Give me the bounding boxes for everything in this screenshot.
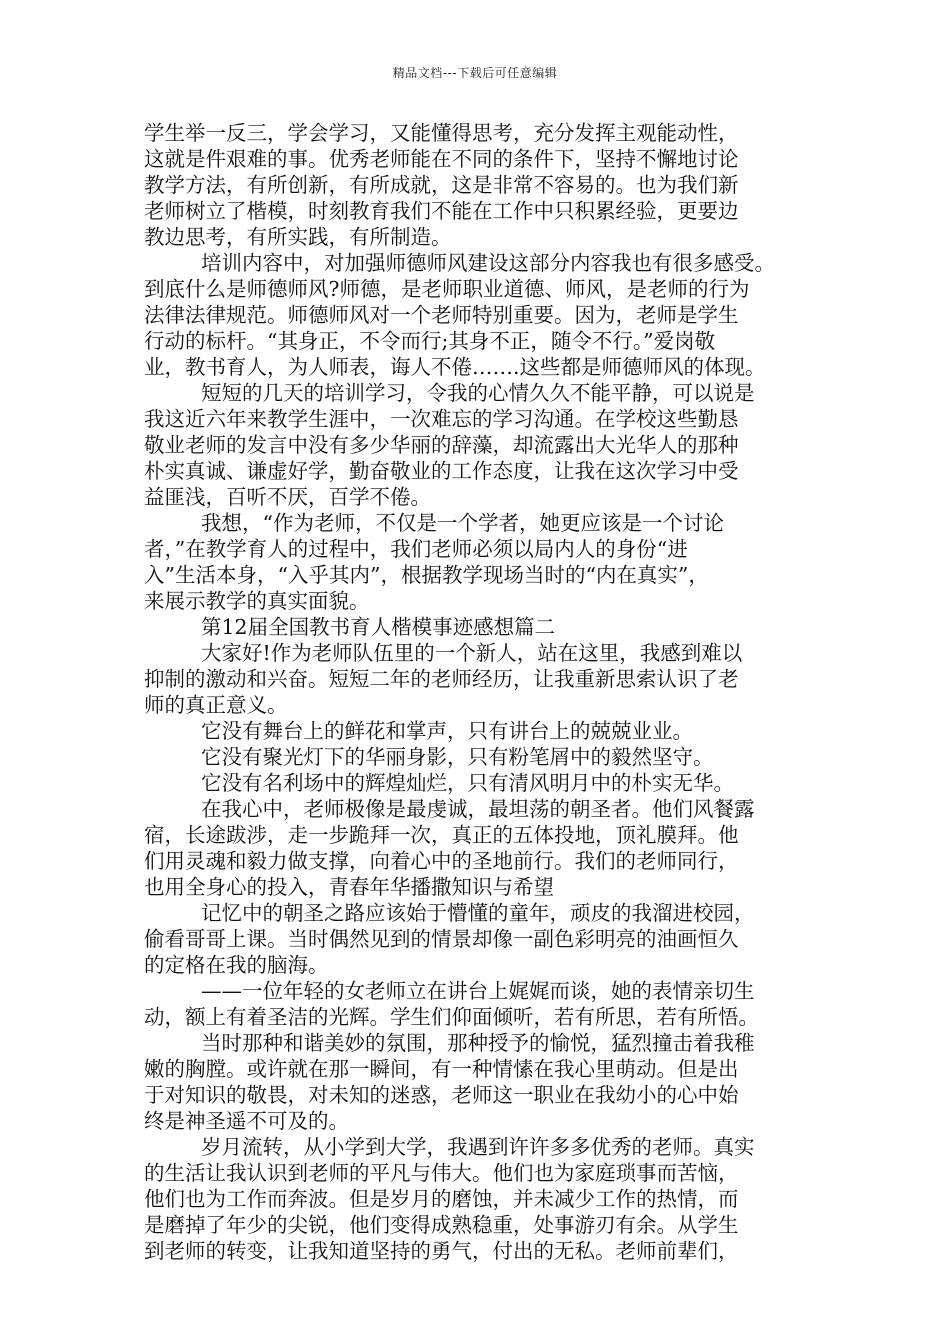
text-line: 是磨掉了年少的尖锐，他们变得成熟稳重，处事游刃有余。从学生: [144, 1213, 739, 1237]
text-line: 入”生活本身，“入乎其内”，根据教学现场当时的“内在真实”，: [144, 563, 709, 587]
text-line: 它没有舞台上的鲜花和掌声，只有讲台上的兢兢业业。: [201, 719, 693, 743]
text-line: 他们也为工作而奔波。但是岁月的磨蚀，并未减少工作的热情，而: [144, 1187, 739, 1211]
text-line: 短短的几天的培训学习，令我的心情久久不能平静，可以说是: [201, 381, 755, 405]
text-line: 师的真正意义。: [144, 693, 288, 717]
text-line: 偷看哥哥上课。当时偶然见到的情景却像一副色彩明亮的油画恒久: [144, 927, 739, 951]
text-line: 老师树立了楷模，时刻教育我们不能在工作中只积累经验，更要边: [144, 199, 739, 223]
text-line: 抑制的激动和兴奋。短短二年的老师经历，让我重新思索认识了老: [144, 667, 739, 691]
text-line: 者，”在教学育人的过程中，我们老师必须以局内人的身份“进: [144, 537, 688, 561]
page-header: 精品文档---下载后可任意编辑: [392, 66, 558, 80]
text-line: 我想，“作为老师，不仅是一个学者，她更应该是一个讨论: [201, 511, 724, 535]
text-line: 于对知识的敬畏，对未知的迷惑，老师这一职业在我幼小的心中始: [144, 1083, 739, 1107]
text-line: 岁月流转，从小学到大学，我遇到许许多多优秀的老师。真实: [201, 1135, 755, 1159]
text-line: 业，教书育人，为人师表，诲人不倦…….这些都是师德师风的体现。: [144, 355, 766, 379]
text-line: 学生举一反三，学会学习，又能懂得思考，充分发挥主观能动性，: [144, 121, 739, 145]
text-line: 在我心中，老师极像是最虔诚，最坦荡的朝圣者。他们风餐露: [201, 797, 755, 821]
document-body: [144, 120, 814, 1264]
text-line: 我这近六年来教学生涯中，一次难忘的学习沟通。在学校这些勤恳: [144, 407, 739, 431]
text-line: 也用全身心的投入，青春年华播撒知识与希望: [144, 875, 554, 899]
text-line: 记忆中的朝圣之路应该始于懵懂的童年，顽皮的我溜进校园，: [201, 901, 755, 925]
text-line: 法律法律规范。师德师风对一个老师特别重要。因为，老师是学生: [144, 303, 739, 327]
text-line: 它没有聚光灯下的华丽身影，只有粉笔屑中的毅然坚守。: [201, 745, 714, 769]
text-line: 它没有名利场中的辉煌灿烂，只有清风明月中的朴实无华。: [201, 771, 734, 795]
text-line: 来展示教学的真实面貌。: [144, 589, 370, 613]
text-line: 敬业老师的发言中没有多少华丽的辞藻，却流露出大光华人的那种: [144, 433, 739, 457]
text-line: 这就是件艰难的事。优秀老师能在不同的条件下，坚持不懈地讨论: [144, 147, 739, 171]
text-line: 行动的标杆。“其身正，不令而行;其身不正，随令不行。”爱岗敬: [144, 329, 716, 353]
text-line: 嫩的胸膛。或许就在那一瞬间，有一种情愫在我心里萌动。但是出: [144, 1057, 739, 1081]
text-line: 教学方法，有所创新，有所成就，这是非常不容易的。也为我们新: [144, 173, 739, 197]
text-line: 大家好!作为老师队伍里的一个新人，站在这里，我感到难以: [201, 641, 743, 665]
text-line: 培训内容中，对加强师德师风建设这部分内容我也有很多感受。: [201, 251, 775, 275]
text-line: 到底什么是师德师风?师德，是老师职业道德、师风，是老师的行为: [144, 277, 750, 301]
text-line: 们用灵魂和毅力做支撑，向着心中的圣地前行。我们的老师同行，: [144, 849, 739, 873]
text-line: 当时那种和谐美妙的氛围，那种授予的愉悦，猛烈撞击着我稚: [201, 1031, 755, 1055]
text-line: 终是神圣遥不可及的。: [144, 1109, 349, 1133]
text-line: 教边思考，有所实践，有所制造。: [144, 225, 452, 249]
text-line: 第12届全国教书育人楷模事迹感想篇二: [201, 615, 556, 639]
text-line: 的生活让我认识到老师的平凡与伟大。他们也为家庭琐事而苦恼，: [144, 1161, 739, 1185]
text-line: 的定格在我的脑海。: [144, 953, 329, 977]
text-line: 朴实真诚、谦虚好学，勤奋敬业的工作态度，让我在这次学习中受: [144, 459, 739, 483]
text-line: 到老师的转变，让我知道坚持的勇气，付出的无私。老师前辈们，: [144, 1239, 739, 1263]
text-line: 宿，长途跋涉，走一步跪拜一次，真正的五体投地，顶礼膜拜。他: [144, 823, 739, 847]
text-line: 益匪浅，百听不厌，百学不倦。: [144, 485, 431, 509]
text-line: ——一位年轻的女老师立在讲台上娓娓而谈，她的表情亲切生: [201, 979, 755, 1003]
text-line: 动，额上有着圣洁的光辉。学生们仰面倾听，若有所思，若有所悟。: [144, 1005, 759, 1029]
